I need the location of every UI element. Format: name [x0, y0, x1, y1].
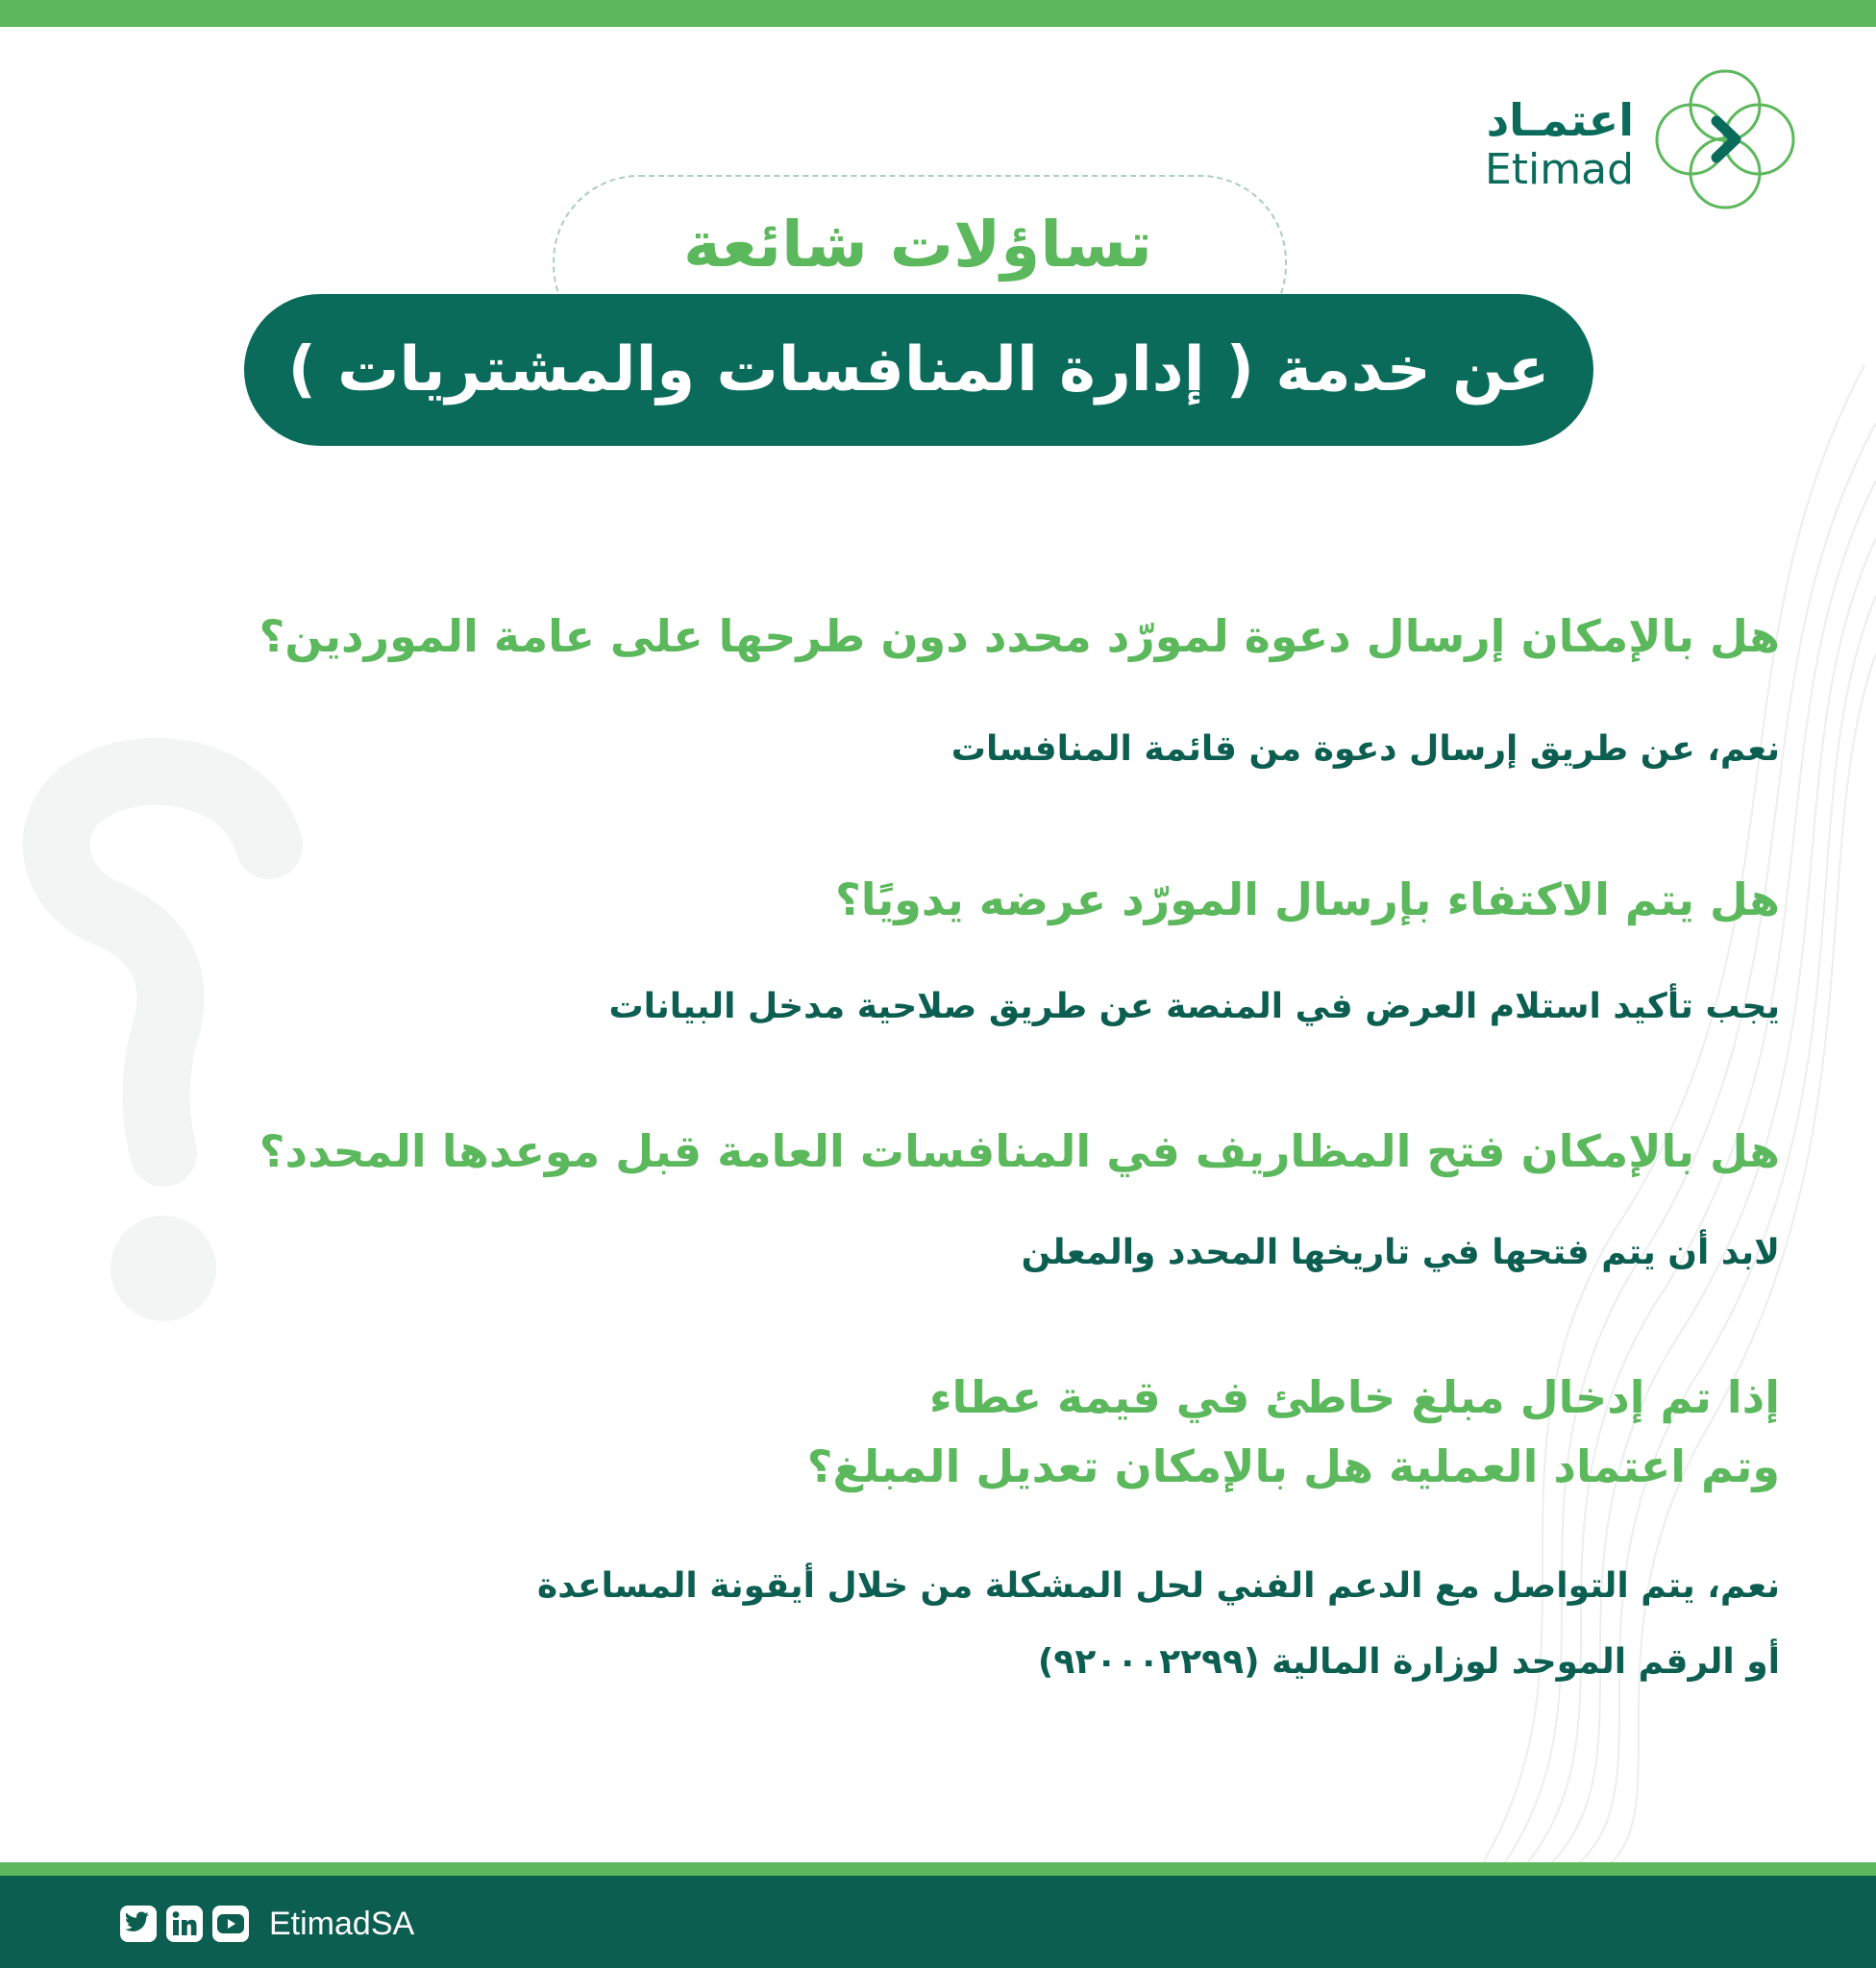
page-title: تساؤلات شائعة [683, 208, 1152, 282]
linkedin-icon[interactable] [165, 1905, 204, 1943]
etimad-logo [1480, 67, 1797, 211]
faq-question-4-line-1: إذا تم إدخال مبلغ خاطئ في قيمة عطاء [929, 1371, 1780, 1423]
social-handle[interactable]: EtimadSA [269, 1906, 415, 1942]
service-subtitle: عن خدمة ( إدارة المنافسات والمشتريات ) [244, 294, 1593, 446]
faq-answer-3-line-1: لابد أن يتم فتحها في تاريخها المحدد والمعلن [1021, 1233, 1780, 1272]
faq-question-4 [807, 1363, 1780, 1501]
faq-answer-1 [951, 719, 1780, 780]
faq-answer-4-line-2: أو الرقم الموحد لوزارة المالية (٩٢٠٠٠٢٢٩٩) [1037, 1642, 1780, 1682]
footer-accent-stripe [0, 1862, 1876, 1876]
twitter-icon[interactable] [119, 1905, 158, 1943]
faq-question-2-line-1: هل يتم الاكتفاء بإرسال المورّد عرضه يدويًا؟ [835, 873, 1780, 925]
logo-arabic-name: اعتمـاد [1486, 94, 1634, 146]
youtube-icon[interactable] [211, 1905, 250, 1943]
faq-answer-4-line-1: نعم، يتم التواصل مع الدعم الفني لحل المشكلة من خلال أيقونة المساعدة [536, 1566, 1780, 1606]
top-accent-bar [0, 0, 1876, 27]
faq-answer-2 [609, 976, 1781, 1038]
logo-english-name: Etimad [1484, 145, 1634, 194]
background-question-mark-icon [19, 730, 308, 1326]
faq-question-2 [835, 865, 1780, 934]
etimad-logo-mark-icon [1653, 67, 1797, 211]
faq-answer-3 [1022, 1222, 1780, 1284]
faq-question-3 [259, 1117, 1780, 1186]
faq-answer-1-line-1: نعم، عن طريق إرسال دعوة من قائمة المنافسات [950, 729, 1780, 769]
faq-answer-4 [537, 1541, 1780, 1693]
faq-answer-2-line-1: يجب تأكيد استلام العرض في المنصة عن طريق صلاحية مدخل البيانات [608, 987, 1780, 1026]
faq-question-1 [259, 602, 1780, 671]
faq-question-3-line-1: هل بالإمكان فتح المظاريف في المنافسات العامة قبل موعدها المحدد؟ [259, 1125, 1780, 1177]
social-links [119, 1903, 414, 1945]
faq-question-4-line-2: وتم اعتماد العملية هل بالإمكان تعديل المبلغ؟ [806, 1440, 1780, 1492]
faq-question-1-line-1: هل بالإمكان إرسال دعوة لمورّد محدد دون طرحها على عامة الموردين؟ [259, 610, 1780, 662]
